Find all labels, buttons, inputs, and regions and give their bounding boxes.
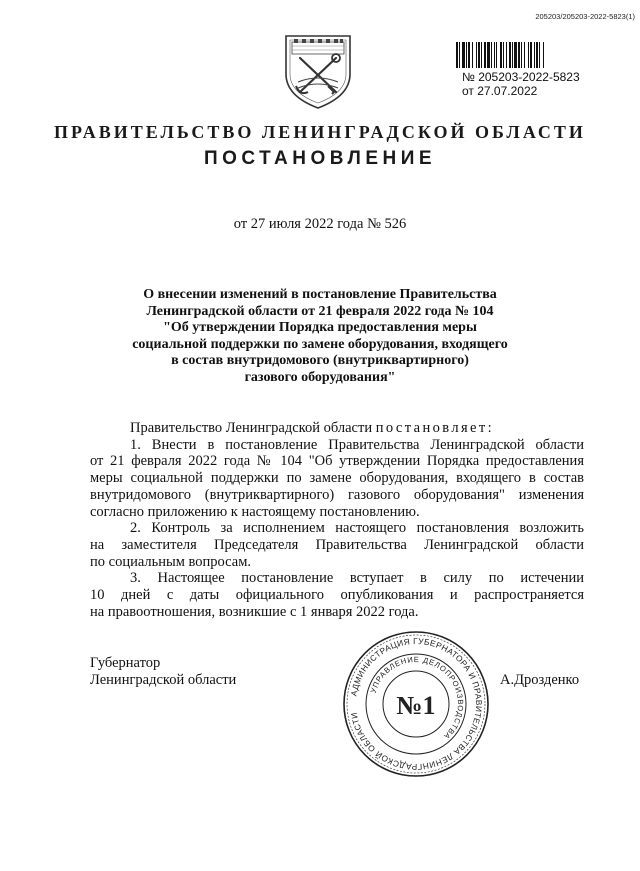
item2-line: на заместителя Председателя Правительства Ленинградской области [90,536,584,553]
decree-subject [120,287,520,386]
subject-line: социальной поддержки по замене оборудования, входящего [132,336,508,352]
document-reference: 205203/205203-2022-5823(1) [535,12,635,21]
item1-line: от 21 февраля 2022 года № 104 "Об утверждении Порядка предоставления [90,453,584,470]
item2-line: по социальным вопросам. [90,553,252,570]
item3-line: 3. Настоящее постановление вступает в силу по истечении [130,570,584,587]
registration-date: от 27.07.2022 [462,84,538,98]
position-line: Ленинградской области [90,672,237,688]
stamp-inner-text: УПРАВЛЕНИЕ ДЕЛОПРОИЗВОДСТВА [368,654,466,742]
official-seal-icon [340,628,492,780]
subject-line: О внесении изменений в постановление Правительства [143,287,497,302]
intro-paragraph [90,420,584,437]
subject-line: в состав внутридомового (внутриквартирного) [171,353,469,368]
intro-text: Правительство Ленинградской области [130,420,373,436]
item1-line: внутридомового (внутриквартирного) газового оборудования" изменения [90,486,584,503]
subject-line: газового оборудования" [244,369,396,385]
position-line: Губернатор [90,655,161,671]
coat-of-arms-icon [282,30,354,110]
stamp-ring-text: АДМИНИСТРАЦИЯ ГУБЕРНАТОРА И ПРАВИТЕЛЬСТВА ЛЕНИНГРАДСКОЙ ОБЛАСТИ [348,635,485,773]
subject-line: Ленинградской области от 21 февраля 2022 года № 104 [146,303,494,319]
intro-verb: постановляет: [375,420,495,436]
decree-date-number: от 27 июля 2022 года № 526 [233,216,407,232]
government-title: ПРАВИТЕЛЬСТВО ЛЕНИНГРАДСКОЙ ОБЛАСТИ [54,122,586,142]
stamp-number: №1 [396,691,436,720]
signatory-name: А.Дрозденко [500,672,580,688]
registration-number: № 205203-2022-5823 [462,70,580,84]
decree-body [90,420,584,620]
item1-line: меры социальной поддержки по замене оборудования, входящего в состав [90,470,584,487]
item3-line: 10 дней с даты официального опубликования и распространяется [90,587,584,604]
signatory-position [90,655,236,689]
item3-line: на правоотношения, возникшие с 1 января 2022 года. [90,603,419,620]
subject-line: "Об утверждении Порядка предоставления меры [163,320,477,335]
item1-line: согласно приложению к настоящему постановлению. [90,503,420,520]
item2-line: 2. Контроль за исполнением настоящего постановления возложить [130,520,584,537]
registration-block [462,70,580,98]
barcode-icon [456,42,590,68]
item1-line: 1. Внести в постановление Правительства Ленинградской области [130,436,584,453]
document-type-title: ПОСТАНОВЛЕНИЕ [203,148,437,169]
